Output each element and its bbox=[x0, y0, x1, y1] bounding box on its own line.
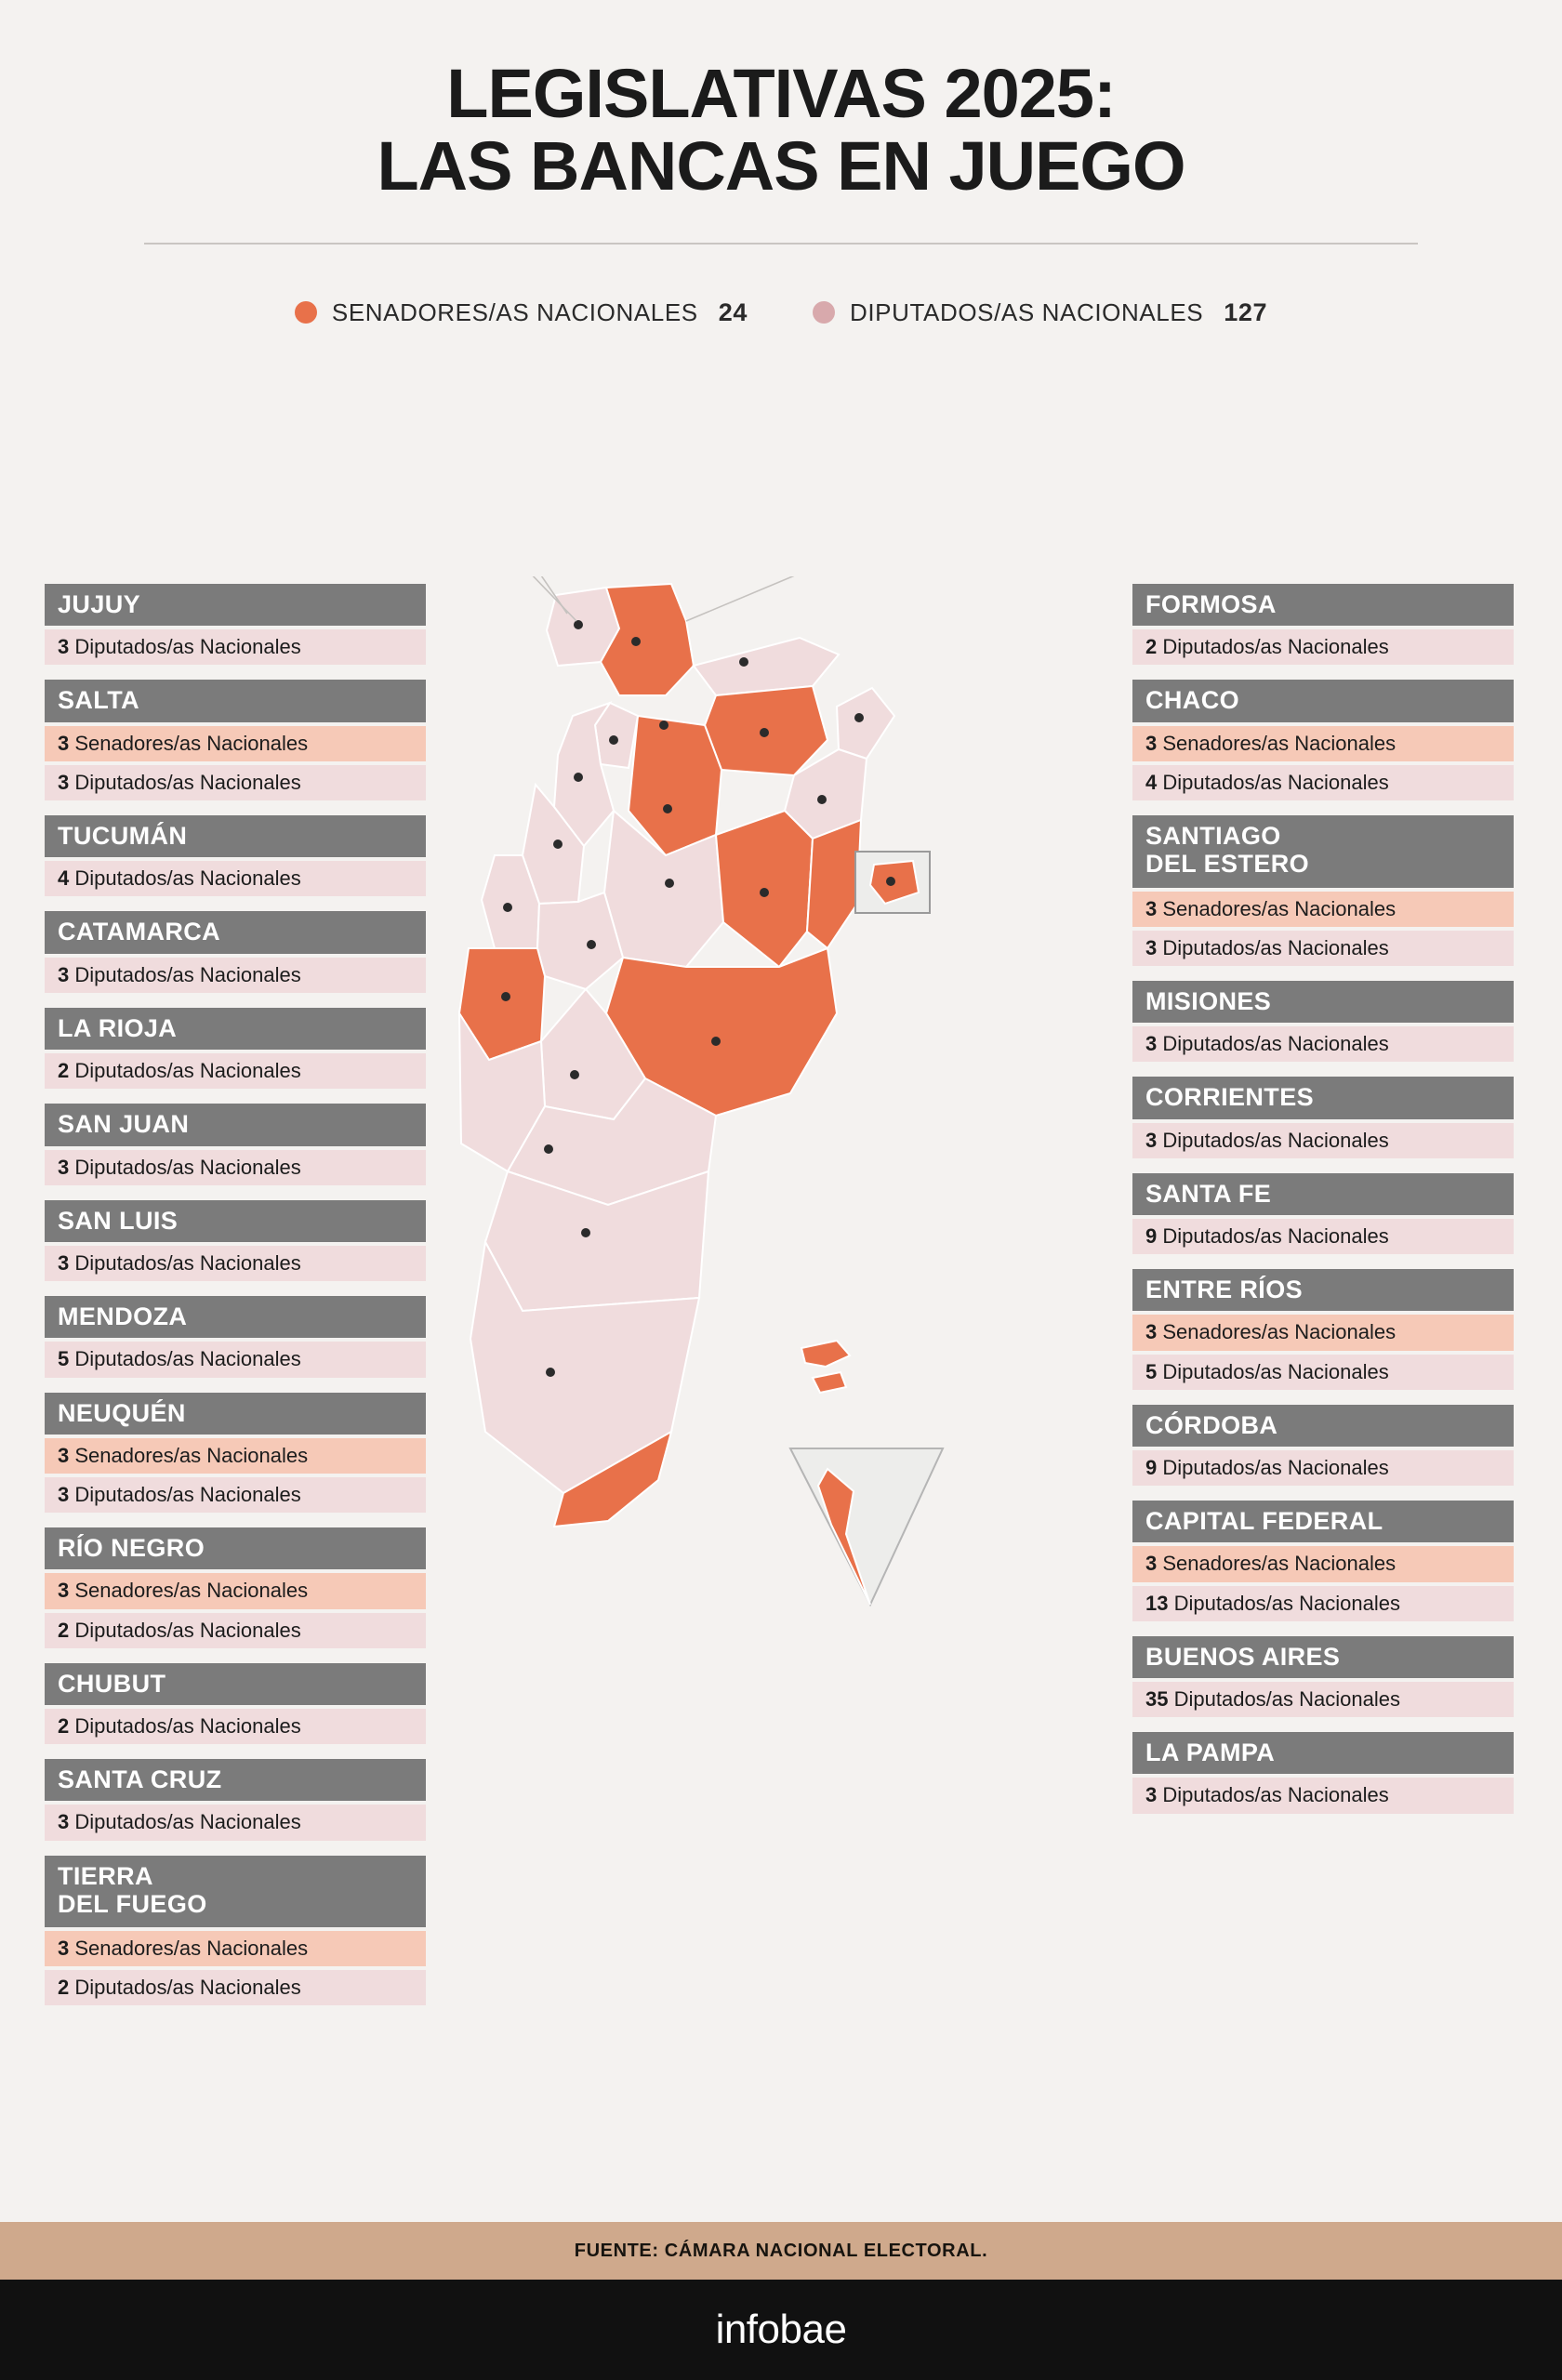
province-card bbox=[1132, 815, 1514, 966]
seat-label: Diputados/as Nacionales bbox=[1162, 635, 1389, 659]
senators-row bbox=[1132, 1315, 1514, 1350]
province-name: RÍO NEGRO bbox=[45, 1527, 426, 1569]
province-name: SANTA FE bbox=[1132, 1173, 1514, 1215]
legend-senators-count: 24 bbox=[718, 298, 748, 326]
source-text: FUENTE: CÁMARA NACIONAL ELECTORAL. bbox=[574, 2240, 988, 2261]
province-card bbox=[1132, 680, 1514, 800]
senators-row bbox=[1132, 726, 1514, 761]
seat-label: Diputados/as Nacionales bbox=[1173, 1591, 1400, 1615]
province-name: CATAMARCA bbox=[45, 911, 426, 953]
map-inset-antarctica bbox=[790, 1448, 943, 1605]
deputies-row bbox=[1132, 1355, 1514, 1390]
map-islands-malvinas bbox=[801, 1341, 850, 1367]
seat-label: Diputados/as Nacionales bbox=[1162, 1128, 1389, 1152]
seat-label: Senadores/as Nacionales bbox=[1162, 1552, 1397, 1576]
deputies-row bbox=[1132, 1778, 1514, 1813]
province-card bbox=[1132, 1732, 1514, 1813]
seat-label: Diputados/as Nacionales bbox=[1162, 1783, 1389, 1807]
seat-count: 13 bbox=[1145, 1591, 1169, 1615]
deputies-row bbox=[1132, 1219, 1514, 1254]
legend-item-deputies bbox=[813, 298, 1267, 327]
seat-label: Diputados/as Nacionales bbox=[74, 1347, 301, 1371]
province-card bbox=[45, 1856, 426, 2006]
province-card bbox=[45, 1527, 426, 1648]
seat-label: Diputados/as Nacionales bbox=[74, 1714, 301, 1739]
seat-count: 3 bbox=[1145, 1032, 1158, 1056]
province-name-line-2: DEL ESTERO bbox=[1145, 850, 1310, 879]
seat-label: Diputados/as Nacionales bbox=[74, 1059, 301, 1083]
deputies-row bbox=[1132, 1026, 1514, 1062]
senators-row bbox=[45, 1931, 426, 1966]
deputies-row bbox=[45, 1970, 426, 2005]
province-name: BUENOS AIRES bbox=[1132, 1636, 1514, 1678]
brand-logo: infobae bbox=[715, 2307, 847, 2352]
seat-label: Diputados/as Nacionales bbox=[74, 1155, 301, 1179]
seat-count: 3 bbox=[1145, 896, 1158, 920]
seat-count: 3 bbox=[58, 1443, 70, 1467]
seat-label: Diputados/as Nacionales bbox=[1162, 1223, 1389, 1248]
seat-count: 3 bbox=[58, 1810, 70, 1834]
deputies-row bbox=[45, 1246, 426, 1281]
province-card bbox=[45, 815, 426, 896]
seat-label: Diputados/as Nacionales bbox=[74, 1250, 301, 1275]
province-card bbox=[45, 1759, 426, 1840]
province-name: JUJUY bbox=[45, 584, 426, 626]
province-name: SAN LUIS bbox=[45, 1200, 426, 1242]
map-region-entre-rios bbox=[807, 820, 861, 948]
province-name: SALTA bbox=[45, 680, 426, 721]
seat-count: 5 bbox=[1145, 1359, 1158, 1383]
deputies-row bbox=[45, 1709, 426, 1744]
seat-count: 3 bbox=[58, 731, 70, 755]
legend-senators-label: SENADORES/AS NACIONALES bbox=[331, 298, 698, 326]
province-card bbox=[1132, 1077, 1514, 1157]
province-name: MENDOZA bbox=[45, 1296, 426, 1338]
province-name: MISIONES bbox=[1132, 981, 1514, 1023]
deputies-row bbox=[1132, 1123, 1514, 1158]
seat-count: 3 bbox=[1145, 1552, 1158, 1576]
seat-label: Diputados/as Nacionales bbox=[1162, 770, 1389, 794]
map-region-misiones bbox=[837, 688, 894, 759]
deputies-row bbox=[45, 1053, 426, 1089]
senators-row bbox=[1132, 1546, 1514, 1581]
senators-row bbox=[1132, 892, 1514, 927]
deputies-row bbox=[1132, 765, 1514, 800]
province-name: NEUQUÉN bbox=[45, 1393, 426, 1435]
seat-label: Senadores/as Nacionales bbox=[1162, 731, 1397, 755]
seat-count: 35 bbox=[1145, 1687, 1169, 1712]
province-card bbox=[45, 1663, 426, 1744]
seat-count: 3 bbox=[58, 635, 70, 659]
deputies-row bbox=[45, 1805, 426, 1840]
seat-label: Diputados/as Nacionales bbox=[74, 770, 301, 794]
province-name: CHUBUT bbox=[45, 1663, 426, 1705]
seat-label: Diputados/as Nacionales bbox=[74, 1618, 301, 1642]
seat-count: 3 bbox=[1145, 731, 1158, 755]
seat-count: 9 bbox=[1145, 1455, 1158, 1479]
seat-count: 9 bbox=[1145, 1223, 1158, 1248]
legend-deputies-count: 127 bbox=[1224, 298, 1268, 326]
seat-label: Senadores/as Nacionales bbox=[74, 1443, 309, 1467]
province-name: ENTRE RÍOS bbox=[1132, 1269, 1514, 1311]
seat-label: Diputados/as Nacionales bbox=[74, 1810, 301, 1834]
seat-count: 2 bbox=[58, 1976, 70, 2000]
seat-label: Diputados/as Nacionales bbox=[74, 1976, 301, 2000]
province-list-right bbox=[1132, 584, 1514, 1829]
province-card bbox=[45, 1104, 426, 1184]
deputies-row bbox=[45, 861, 426, 896]
seat-count: 3 bbox=[58, 1155, 70, 1179]
page-title bbox=[0, 55, 1562, 205]
seat-label: Diputados/as Nacionales bbox=[1162, 1032, 1389, 1056]
deputies-row bbox=[45, 1477, 426, 1513]
seat-label: Senadores/as Nacionales bbox=[1162, 1320, 1397, 1344]
province-card bbox=[1132, 981, 1514, 1062]
title-line-2: LAS BANCAS EN JUEGO bbox=[377, 127, 1185, 205]
seat-count: 3 bbox=[58, 962, 70, 986]
seat-count: 3 bbox=[1145, 1320, 1158, 1344]
province-name: LA PAMPA bbox=[1132, 1732, 1514, 1774]
map-region-salta bbox=[601, 584, 694, 695]
deputies-row bbox=[45, 1342, 426, 1377]
seat-label: Diputados/as Nacionales bbox=[74, 635, 301, 659]
province-card bbox=[45, 1393, 426, 1514]
province-card bbox=[1132, 1405, 1514, 1486]
province-card bbox=[45, 1296, 426, 1377]
seat-label: Diputados/as Nacionales bbox=[1173, 1687, 1400, 1712]
seat-count: 3 bbox=[1145, 1128, 1158, 1152]
province-name: CAPITAL FEDERAL bbox=[1132, 1501, 1514, 1542]
province-card bbox=[45, 680, 426, 800]
province-name: CHACO bbox=[1132, 680, 1514, 721]
deputies-row bbox=[45, 958, 426, 993]
province-name: LA RIOJA bbox=[45, 1008, 426, 1050]
province-name: CÓRDOBA bbox=[1132, 1405, 1514, 1447]
seat-count: 3 bbox=[58, 770, 70, 794]
map-region-formosa bbox=[694, 638, 839, 695]
province-card bbox=[45, 584, 426, 665]
deputies-row bbox=[45, 1613, 426, 1648]
province-name-line-1: SANTIAGO bbox=[1145, 822, 1281, 851]
deputy-color-dot-icon bbox=[813, 301, 835, 324]
seat-count: 2 bbox=[58, 1059, 70, 1083]
province-name bbox=[45, 1856, 426, 1927]
province-card bbox=[45, 1008, 426, 1089]
seat-label: Senadores/as Nacionales bbox=[74, 1937, 309, 1961]
province-list-left bbox=[45, 584, 426, 2020]
legend bbox=[0, 298, 1562, 327]
seat-count: 3 bbox=[1145, 935, 1158, 959]
deputies-row bbox=[45, 765, 426, 800]
province-name: CORRIENTES bbox=[1132, 1077, 1514, 1118]
deputies-row bbox=[1132, 1682, 1514, 1717]
seat-count: 4 bbox=[58, 866, 70, 891]
seat-count: 3 bbox=[58, 1250, 70, 1275]
province-name: FORMOSA bbox=[1132, 584, 1514, 626]
province-card bbox=[1132, 1173, 1514, 1254]
map-islands-malvinas-2 bbox=[813, 1372, 846, 1393]
province-card bbox=[1132, 1269, 1514, 1390]
seat-count: 3 bbox=[58, 1482, 70, 1506]
seat-count: 2 bbox=[58, 1618, 70, 1642]
deputies-row bbox=[45, 629, 426, 665]
province-name bbox=[1132, 815, 1514, 887]
title-divider bbox=[144, 243, 1418, 245]
senators-row bbox=[45, 1438, 426, 1474]
argentina-map bbox=[437, 576, 1125, 1692]
seat-label: Diputados/as Nacionales bbox=[74, 866, 301, 891]
seat-label: Diputados/as Nacionales bbox=[74, 1482, 301, 1506]
seat-count: 3 bbox=[1145, 1783, 1158, 1807]
legend-deputies-label: DIPUTADOS/AS NACIONALES bbox=[849, 298, 1204, 326]
seat-label: Senadores/as Nacionales bbox=[1162, 896, 1397, 920]
deputies-row bbox=[1132, 1450, 1514, 1486]
province-card bbox=[45, 911, 426, 992]
deputies-row bbox=[1132, 931, 1514, 966]
header bbox=[0, 0, 1562, 245]
seat-count: 3 bbox=[58, 1937, 70, 1961]
province-card bbox=[1132, 584, 1514, 665]
deputies-row bbox=[1132, 629, 1514, 665]
province-card bbox=[1132, 1636, 1514, 1717]
province-name-line-1: TIERRA bbox=[58, 1861, 153, 1890]
seat-count: 5 bbox=[58, 1347, 70, 1371]
legend-item-senators bbox=[295, 298, 748, 327]
seat-label: Diputados/as Nacionales bbox=[1162, 935, 1389, 959]
senators-row bbox=[45, 726, 426, 761]
seat-label: Diputados/as Nacionales bbox=[1162, 1359, 1389, 1383]
seat-count: 4 bbox=[1145, 770, 1158, 794]
province-name: SANTA CRUZ bbox=[45, 1759, 426, 1801]
seat-count: 3 bbox=[58, 1579, 70, 1603]
map-leader-lines bbox=[437, 576, 1125, 621]
seat-label: Senadores/as Nacionales bbox=[74, 1579, 309, 1603]
senators-row bbox=[45, 1573, 426, 1608]
seat-count: 2 bbox=[1145, 635, 1158, 659]
deputies-row bbox=[1132, 1586, 1514, 1621]
source-bar bbox=[0, 2222, 1562, 2280]
seat-count: 2 bbox=[58, 1714, 70, 1739]
province-name-line-2: DEL FUEGO bbox=[58, 1889, 207, 1918]
province-card bbox=[45, 1200, 426, 1281]
seat-label: Senadores/as Nacionales bbox=[74, 731, 309, 755]
title-line-1: LEGISLATIVAS 2025: bbox=[446, 55, 1116, 132]
province-name: TUCUMÁN bbox=[45, 815, 426, 857]
seat-label: Diputados/as Nacionales bbox=[74, 962, 301, 986]
deputies-row bbox=[45, 1150, 426, 1185]
seat-label: Diputados/as Nacionales bbox=[1162, 1455, 1389, 1479]
senator-color-dot-icon bbox=[295, 301, 317, 324]
province-name: SAN JUAN bbox=[45, 1104, 426, 1145]
province-card bbox=[1132, 1501, 1514, 1621]
brand-bar bbox=[0, 2280, 1562, 2380]
